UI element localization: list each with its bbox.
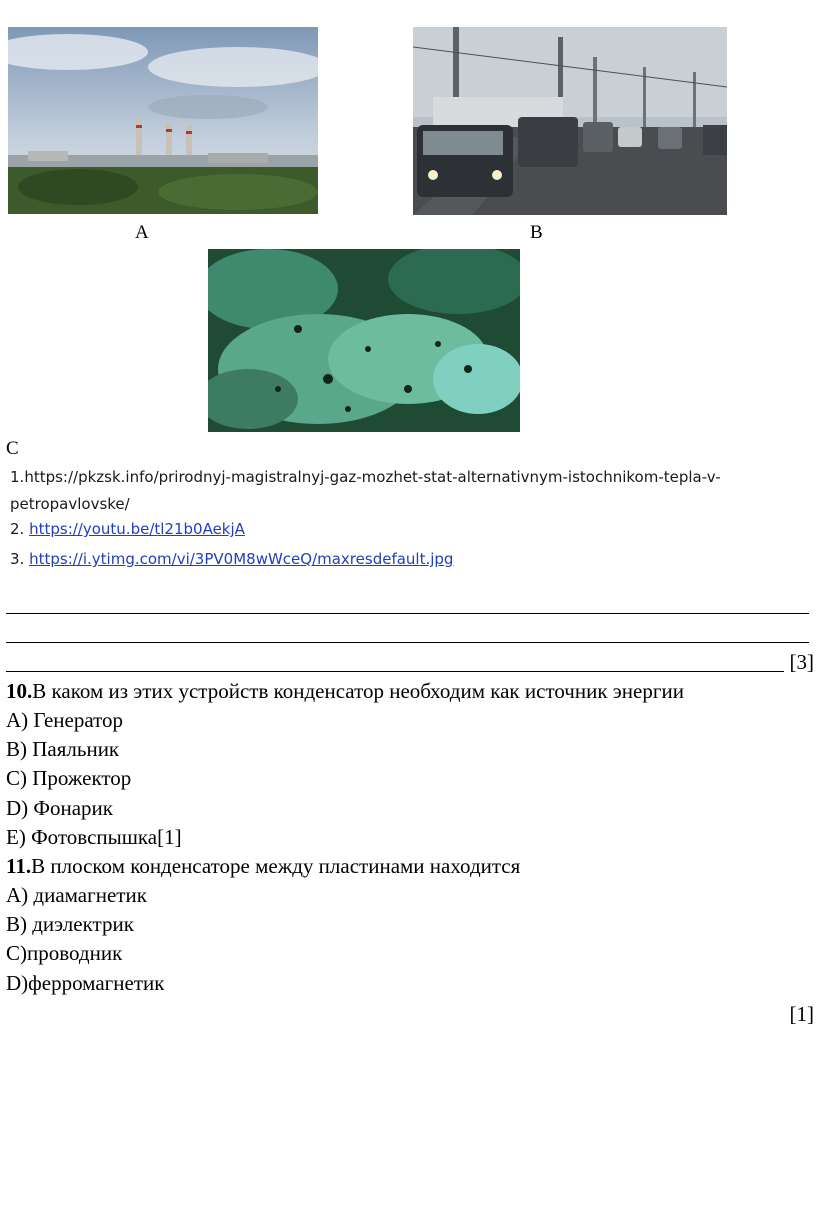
q10-option-d[interactable]: D) Фонарик <box>6 796 113 820</box>
q11-option-b[interactable]: В) диэлектрик <box>6 912 134 936</box>
q9-mark: [3] <box>789 650 814 674</box>
factory-smokestacks-icon <box>8 27 318 214</box>
q10-text: В каком из этих устройств конденсатор необходим как источник энергии <box>32 679 684 703</box>
traffic-cars-icon <box>413 27 727 215</box>
q11-text: В плоском конденсаторе между пластинами находится <box>31 854 521 878</box>
q11-question <box>6 854 520 879</box>
source-1-link[interactable]: https://pkzsk.info/prirodnyj-magistralnyj-gaz-mozhet-stat-alternativnym-istochnikom-tepla-v- <box>24 468 721 486</box>
damaged-leaves-icon <box>208 249 520 432</box>
q11-mark: [1] <box>789 1002 814 1026</box>
source-2-link[interactable]: https://youtu.be/tl21b0AekjA <box>29 520 245 538</box>
q10-option-a[interactable]: А) Генератор <box>6 708 124 732</box>
q11-number: 11. <box>6 854 32 878</box>
answer-line-1 <box>6 613 809 614</box>
source-3-link[interactable]: https://i.ytimg.com/vi/3PV0M8wWceQ/maxresdefault.jpg <box>29 550 454 568</box>
traffic-photo <box>413 27 727 215</box>
q11-option-a[interactable]: А) диамагнетик <box>6 883 147 907</box>
source-1-cont[interactable]: petropavlovske/ <box>10 495 130 513</box>
q10-option-b[interactable]: В) Паяльник <box>6 737 120 761</box>
q11-option-c[interactable]: С)проводник <box>6 941 123 965</box>
caption-c: C <box>6 438 19 459</box>
q10-option-e[interactable]: Е) Фотовспышка[1] <box>6 825 182 849</box>
q10-number: 10. <box>6 679 33 703</box>
leaves-photo <box>208 249 520 432</box>
q10-question <box>6 679 684 704</box>
caption-b: B <box>530 222 543 243</box>
source-3: 3. https://i.ytimg.com/vi/3PV0M8wWceQ/maxresdefault.jpg <box>10 550 454 568</box>
factory-photo <box>8 27 318 214</box>
source-1: 1.https://pkzsk.info/prirodnyj-magistralnyj-gaz-mozhet-stat-alternativnym-istochnikom-tepla-v- <box>10 468 721 486</box>
answer-line-2 <box>6 642 809 643</box>
source-2: 2. https://youtu.be/tl21b0AekjA <box>10 520 245 538</box>
q11-option-d[interactable]: D)ферромагнетик <box>6 971 165 995</box>
answer-line-3 <box>6 671 784 672</box>
q10-option-c[interactable]: С) Прожектор <box>6 766 132 790</box>
caption-a: A <box>135 222 149 243</box>
